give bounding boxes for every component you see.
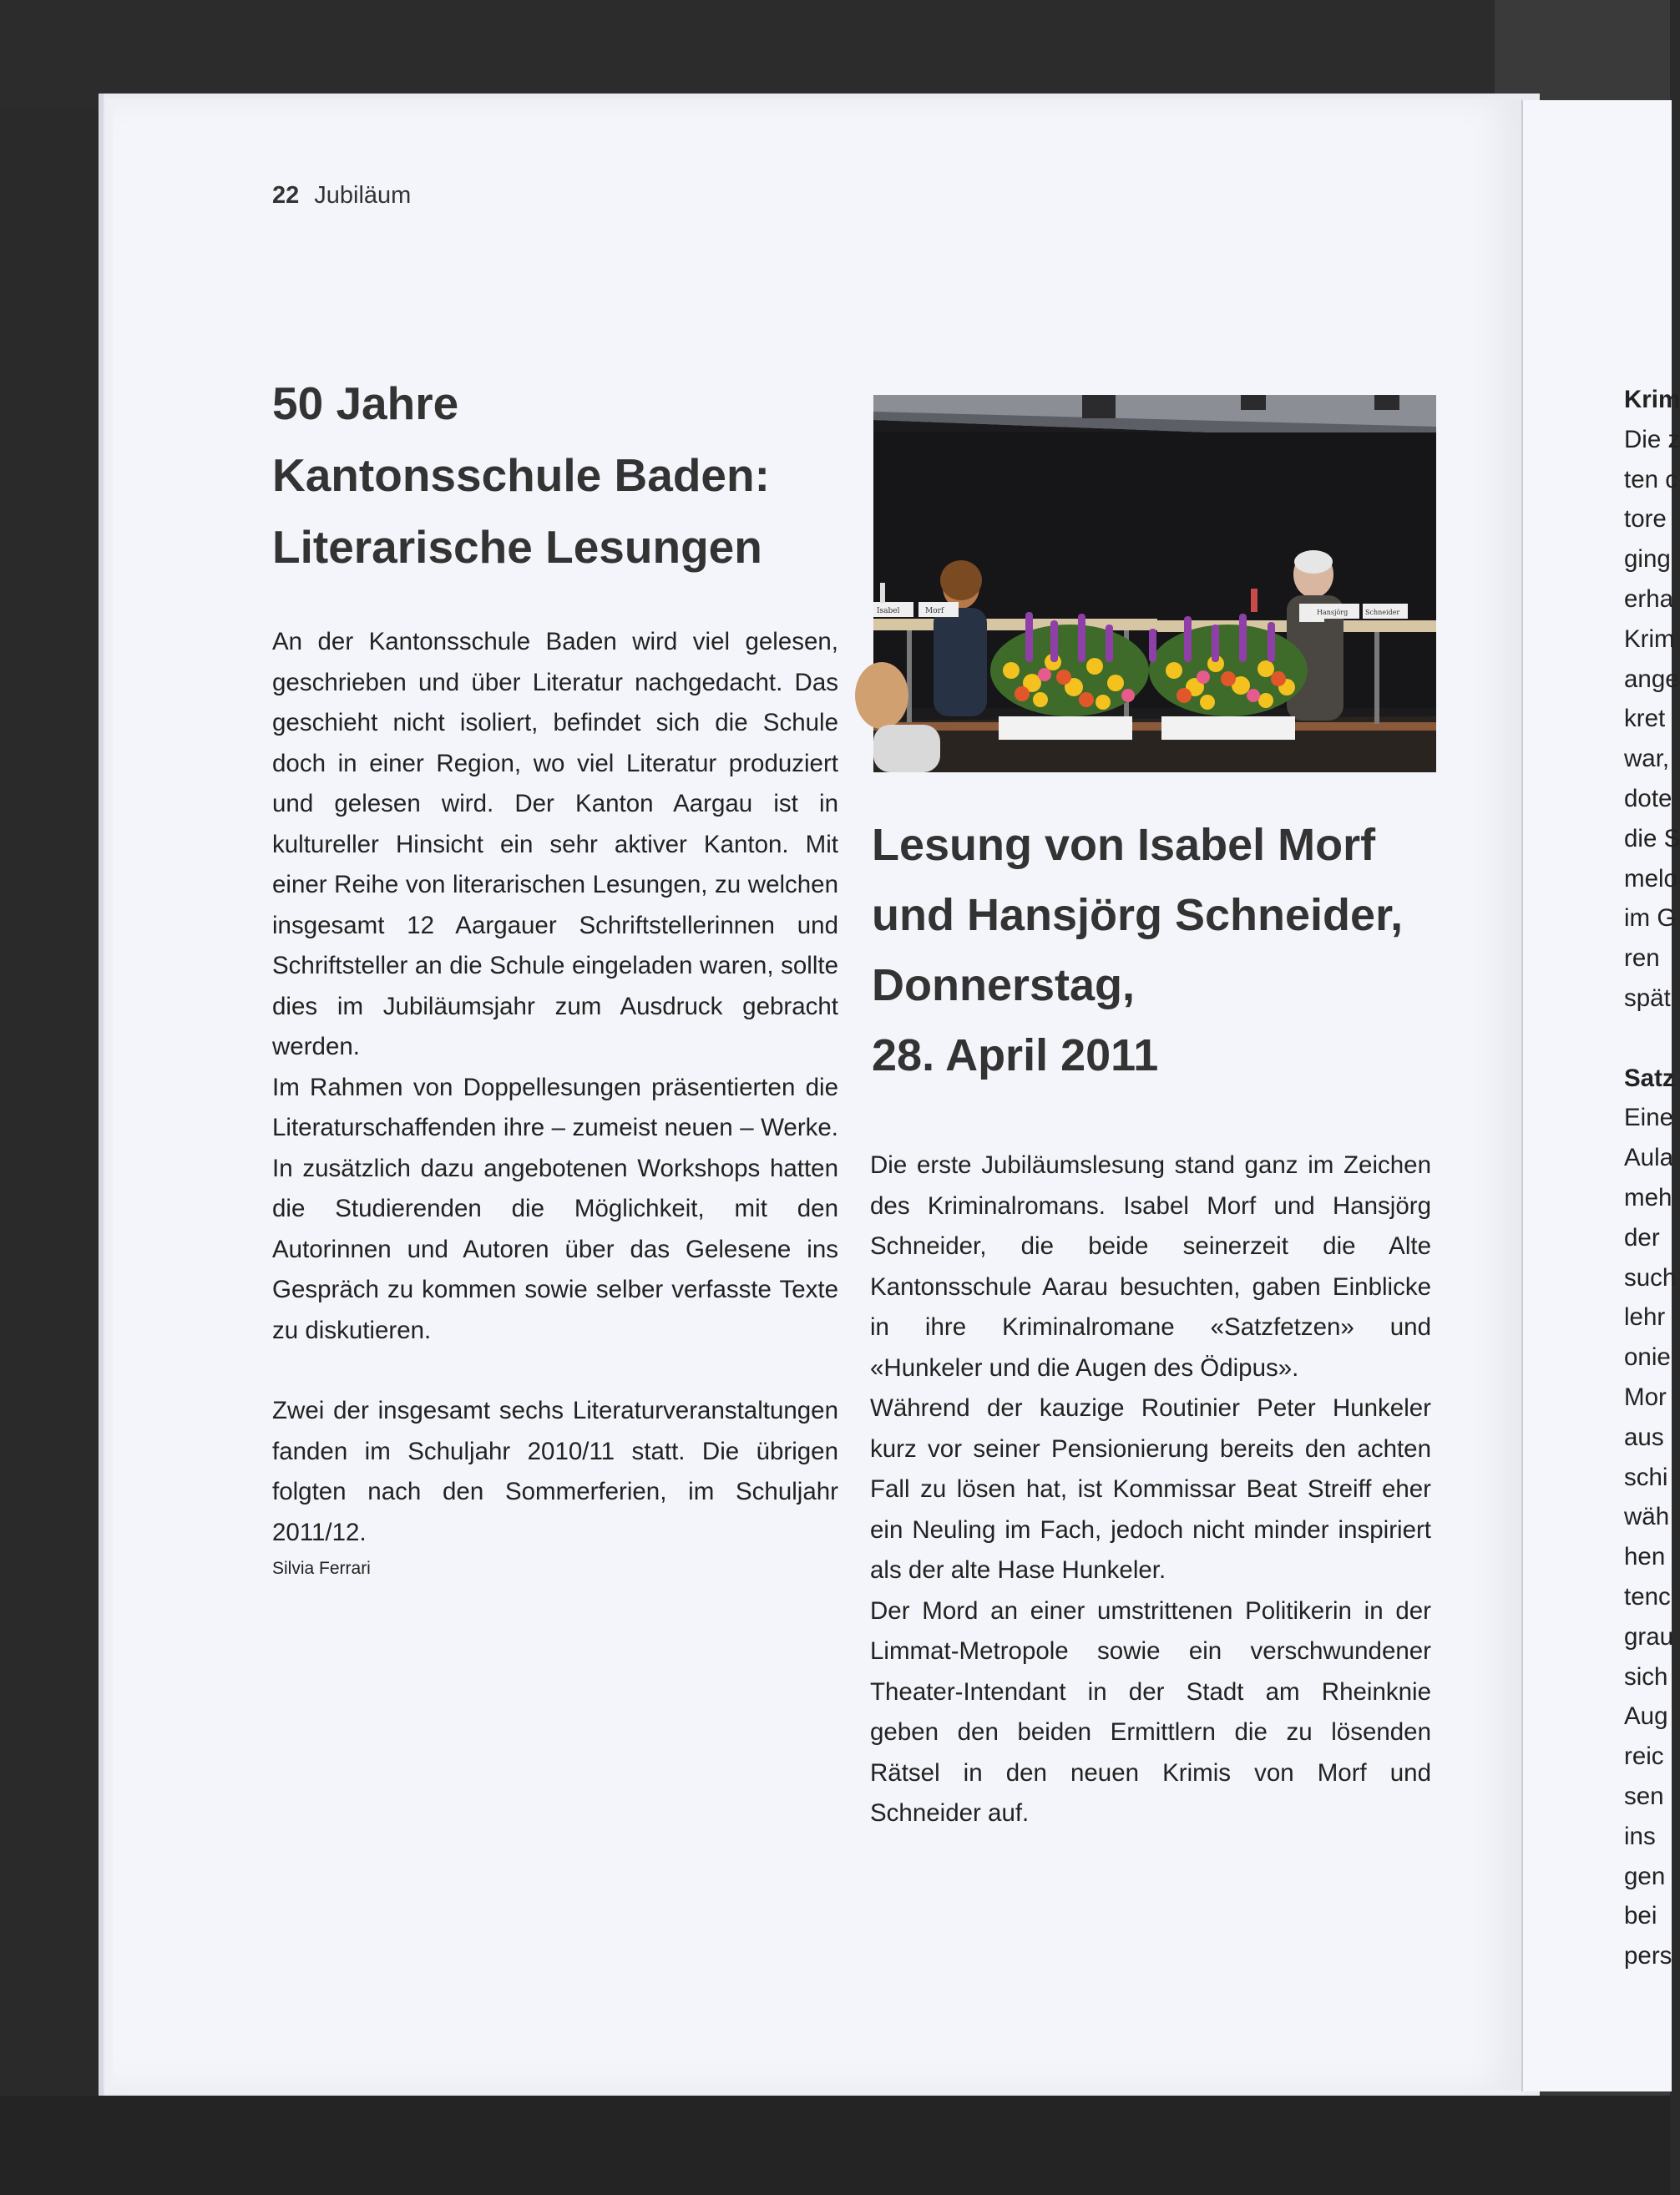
facing-page-line: ten c (1624, 465, 1677, 493)
paragraph: Der Mord an einer umstrittenen Politikerin in der Limmat-Metropole sowie ein verschwundener Theater-Intendant in der Stadt am Rheinknie geben den beiden Ermittlern die zu lösenden Rätsel in den neuen Krimis von Morf und Schneider auf. (870, 1596, 1431, 1827)
facing-page-line: lehr (1624, 1303, 1666, 1332)
facing-page-line: ange (1624, 665, 1679, 693)
heading-line: 28. April 2011 (872, 1030, 1159, 1080)
event-heading (872, 810, 1456, 1090)
facing-page-line: kret (1624, 705, 1666, 733)
scanner-background (0, 0, 1670, 109)
facing-page-line: Aug (1624, 1702, 1668, 1731)
name-card-text: Morf (925, 607, 944, 615)
facing-page-line: Aula (1624, 1144, 1674, 1172)
facing-page-line: tenc (1624, 1583, 1671, 1611)
facing-page-line: spät (1624, 984, 1671, 1012)
facing-page-line: tore (1624, 505, 1667, 534)
facing-page-line: der (1624, 1223, 1660, 1252)
facing-page-line: erha (1624, 585, 1674, 613)
facing-page-line: bei (1624, 1902, 1657, 1930)
facing-page-line: grau (1624, 1622, 1674, 1651)
heading-line: und Hansjörg Schneider, (872, 890, 1404, 940)
running-head (272, 182, 411, 210)
facing-page-line: reic (1624, 1742, 1664, 1771)
name-card-text: Schneider (1365, 609, 1400, 616)
paragraph: Die erste Jubiläumslesung stand ganz im Zeichen des Kriminalromans. Isabel Morf und Hansjörg Schneider, die beide seinerzeit die Alte Kantonsschule Aarau besuchten, gaben Einblicke in ihre Kriminalromane «Satzfetzen» und «Hunkeler und die Augen des Ödipus». (870, 1151, 1431, 1382)
facing-page-line: ren (1624, 944, 1660, 973)
event-photo (873, 395, 1436, 772)
facing-page-line: Krim (1624, 625, 1675, 653)
facing-page-line: Satz (1624, 1064, 1675, 1092)
name-card-text: Isabel (877, 607, 900, 615)
title-line: Kantonsschule Baden: (272, 449, 770, 501)
facing-page-line: Eine (1624, 1104, 1674, 1132)
facing-page-line: Mor (1624, 1383, 1667, 1411)
facing-page-line: die S (1624, 824, 1680, 852)
paragraph: Zwei der insgesamt sechs Literaturveranstaltungen fanden im Schuljahr 2010/11 statt. Die übrigen folgten nach den Sommerferien, im Schuljahr 2011/12. (272, 1397, 838, 1546)
heading-line: Lesung von Isabel Morf (872, 820, 1376, 870)
right-text-column (870, 1146, 1431, 1834)
facing-page-line: Die z (1624, 425, 1680, 453)
section-name: Jubiläum (314, 182, 412, 209)
paragraph: Im Rahmen von Doppellesungen präsentierten die Literaturschaffenden ihre – zumeist neuen – Werke. In zusätzlich dazu angebotenen Workshops hatten die Studierenden die Möglichkeit, mit den Autorinnen und Autoren über das Gelesene ins Gespräch zu kommen sowie selber verfasste Texte zu diskutieren. (272, 1073, 838, 1344)
author-byline: Silvia Ferrari (272, 1559, 371, 1578)
facing-page-line: wäh (1624, 1503, 1670, 1531)
facing-page-line: melo (1624, 864, 1677, 893)
scanner-background-bottom (0, 2096, 1670, 2195)
facing-page-line: sich (1624, 1662, 1668, 1691)
facing-page-line: ging (1624, 545, 1671, 574)
facing-page-line: dote (1624, 785, 1672, 812)
facing-page-line: such (1624, 1263, 1677, 1292)
facing-page-line: hen (1624, 1543, 1666, 1571)
heading-line: Donnerstag, (872, 960, 1136, 1010)
facing-page-line: aus (1624, 1423, 1664, 1451)
facing-page-line: ins (1624, 1822, 1656, 1850)
title-line: 50 Jahre (272, 377, 459, 429)
name-card-text: Hansjörg (1317, 609, 1349, 616)
facing-page-line: onie (1624, 1343, 1671, 1372)
facing-page-line: pers (1624, 1942, 1672, 1970)
article-title (272, 367, 857, 583)
facing-page-line: gen (1624, 1862, 1666, 1890)
facing-page-line: schi (1624, 1463, 1668, 1491)
facing-page-line: Krim (1624, 386, 1680, 413)
facing-page-line: meh (1624, 1184, 1672, 1211)
paragraph: An der Kantonsschule Baden wird viel gelesen, geschrieben und über Literatur nachgedacht. Das geschieht nicht isoliert, befindet sich die Schule doch in einer Region, wo viel Literatur produziert und gelesen wird. Der Kanton Aargau ist in kultureller Hinsicht ein sehr aktiver Kanton. Mit einer Reihe von literarischen Lesungen, zu welchen insgesamt 12 Aargauer Schriftstellerinnen und Schriftsteller an die Schule eingeladen waren, sollte dies im Jubiläumsjahr zum Ausdruck gebracht werden. (272, 628, 838, 1060)
facing-page-line: sen (1624, 1783, 1664, 1810)
left-text-column (272, 622, 838, 1581)
paragraph: Während der kauzige Routinier Peter Hunkeler kurz vor seiner Pensionierung bereits den achten Fall zu lösen hat, ist Kommissar Beat Streiff eher ein Neuling im Fach, jedoch nicht minder inspiriert als der alte Hase Hunkeler. (870, 1394, 1431, 1584)
title-line: Literarische Lesungen (272, 521, 762, 573)
page-number: 22 (272, 182, 300, 209)
facing-page-line: im G (1624, 904, 1677, 933)
facing-page-line: war, (1624, 745, 1670, 773)
